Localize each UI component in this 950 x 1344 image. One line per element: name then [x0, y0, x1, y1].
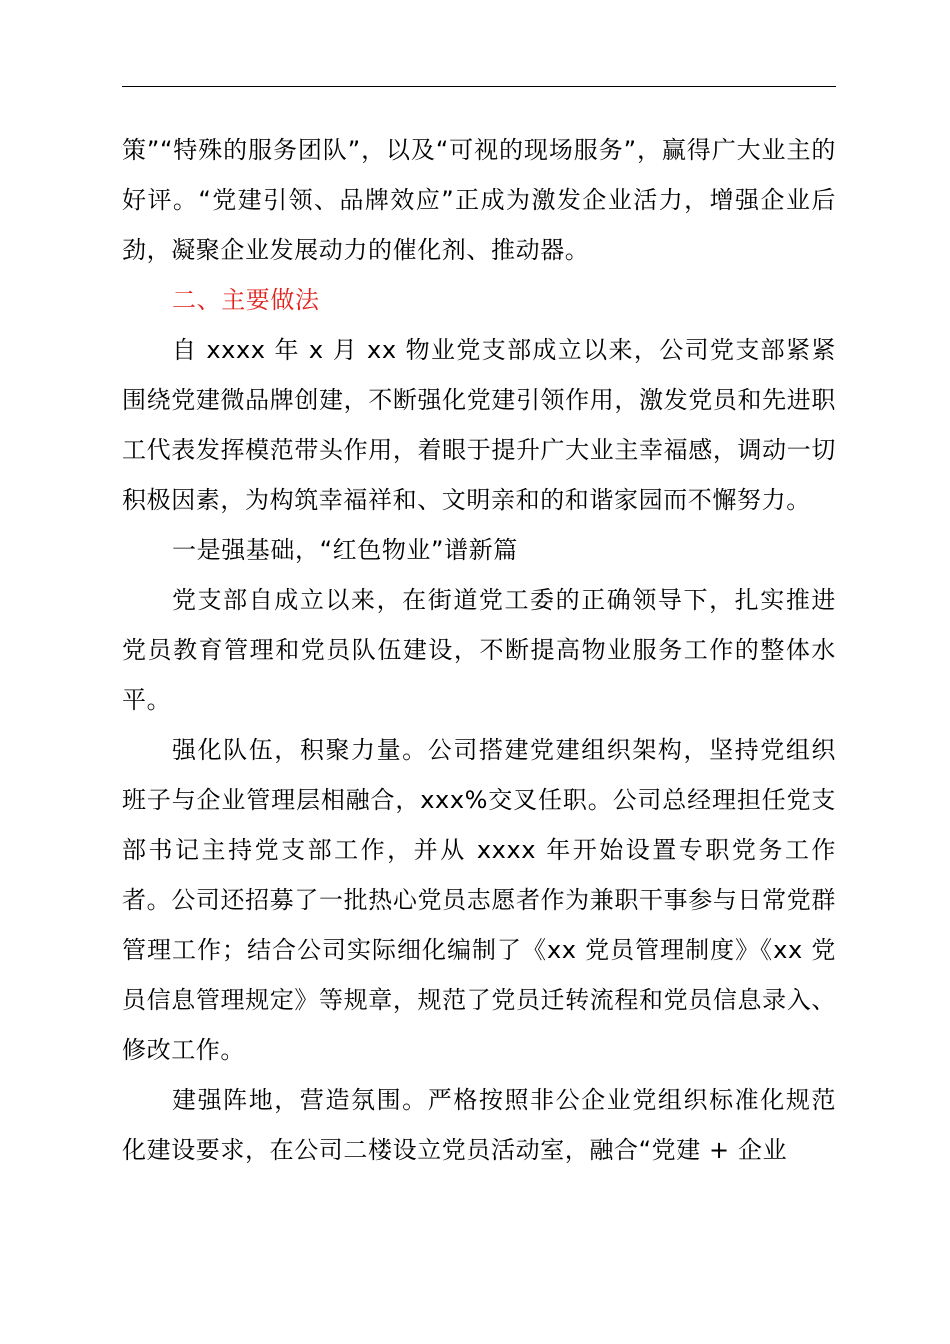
paragraph-strengthen-team: 强化队伍，积聚力量。公司搭建党建组织架构，坚持党组织班子与企业管理层相融合，xxx%交叉任职。公司总经理担任党支部书记主持党支部工作，并从 xxxx 年开始设置专职党务工作者。公司还招募了一批热心党员志愿者作为兼职干事参与日常党群管理工作；结合公司实际细化编制了《xx 党员管理制度》《xx 党员信息管理规定》等规章，规范了党员迁转流程和党员信息录入、修改工作。: [122, 736, 836, 1064]
section-heading: 二、主要做法: [172, 286, 320, 314]
paragraph-intro: 自 xxxx 年 x 月 xx 物业党支部成立以来，公司党支部紧紧围绕党建微品牌创建，不断强化党建引领作用，激发党员和先进职工代表发挥模范带头作用，着眼于提升广大业主幸福感，调动一切积极因素，为构筑幸福祥和、文明亲和的和谐家园而不懈努力。: [122, 336, 836, 514]
subheading-strengthen-foundation: 一是强基础，“红色物业”谱新篇: [172, 536, 518, 564]
header-rule: [122, 86, 836, 87]
paragraph-party-branch: 党支部自成立以来，在街道党工委的正确领导下，扎实推进党员教育管理和党员队伍建设，不断提高物业服务工作的整体水平。: [122, 586, 836, 714]
document-body: [122, 125, 836, 1175]
paragraph-build-position: 建强阵地，营造氛围。严格按照非公企业党组织标准化规范化建设要求，在公司二楼设立党员活动室，融合“党建 + 企业: [122, 1086, 836, 1164]
paragraph-continuation: 策”“特殊的服务团队”，以及“可视的现场服务”，赢得广大业主的好评。“党建引领、品牌效应”正成为激发企业活力，增强企业后劲，凝聚企业发展动力的催化剂、推动器。: [122, 136, 836, 264]
